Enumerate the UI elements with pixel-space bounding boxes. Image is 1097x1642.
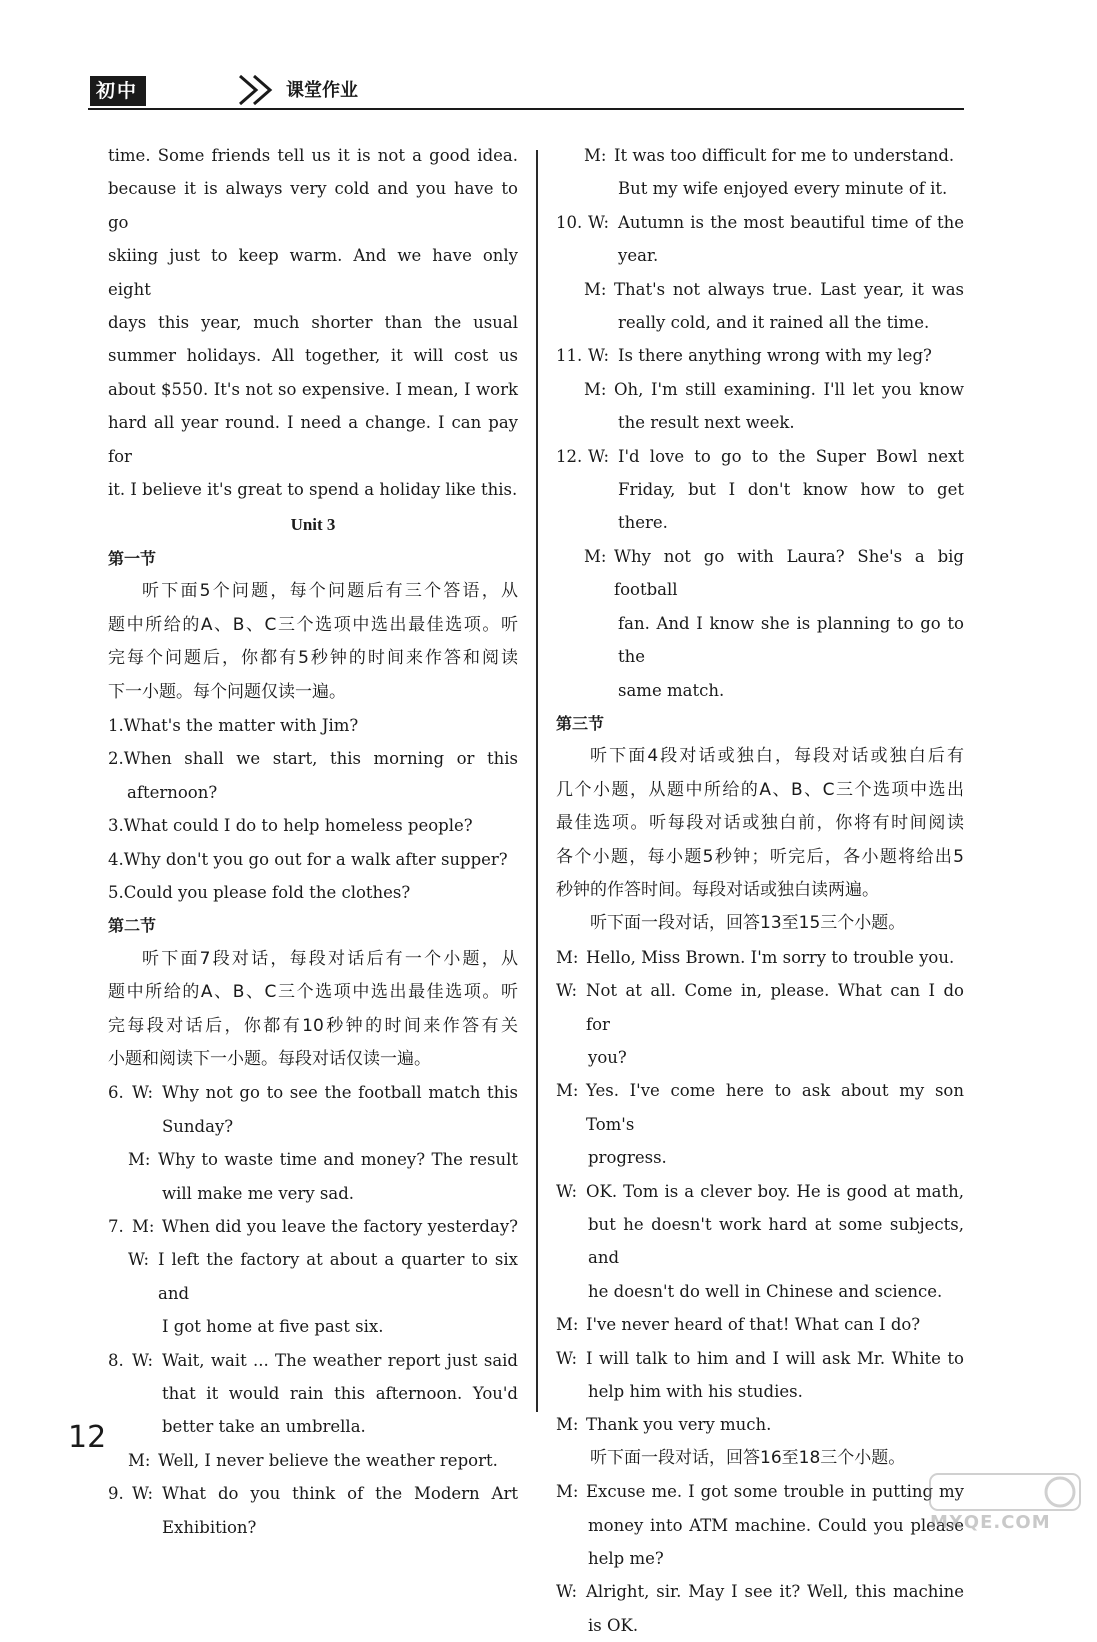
watermark-logo-icon bbox=[928, 1470, 1088, 1514]
section-2-title: 第二节 bbox=[108, 916, 157, 936]
left-column bbox=[108, 139, 518, 1544]
section-2-instructions: 听下面7段对话，每段对话后有一个小题，从 题中所给的A、B、C三个选项中选出最佳选项。听 完每段对话后，你都有10秒钟的时间来作答有关 小题和阅读下一小题。每段对话仅读一遍。 bbox=[108, 948, 518, 1069]
watermark-text: MXQE.COM bbox=[930, 1512, 1051, 1533]
intro-paragraph bbox=[108, 139, 518, 506]
text-line: about $550. It's not so expensive. I mean, I work bbox=[108, 379, 518, 399]
page-number: 12 bbox=[68, 1420, 107, 1455]
watermark-logo bbox=[928, 1470, 1088, 1534]
text-line: summer holidays. All together, it will cost us bbox=[108, 346, 518, 366]
section-3-instructions: 听下面4段对话或独白，每段对话或独白后有 几个小题，从题中所给的A、B、C三个选项中选出 最佳选项。听每段对话或独白前，你将有时间阅读 各个小题，每小题5秒钟；听完后，各小题将给出5 秒钟的作答时间。每段对话或独白读两遍。 听下面一段对话，回答13至15三个小题。 bbox=[556, 740, 964, 940]
question-4: 4.Why don't you go out for a walk after supper? bbox=[108, 849, 508, 869]
right-column bbox=[556, 139, 964, 1642]
conversation-2: M: Excuse me. I got some trouble in putting my money into ATM machine. Could you please help me? W: Alright, sir. May I see it? Well, this machine is OK. bbox=[556, 1482, 964, 1635]
text-line: because it is always very cold and you have to go bbox=[108, 179, 518, 232]
conversation-1-prompt: 听下面一段对话，回答13至15三个小题。 bbox=[590, 913, 906, 934]
text-line: hard all year round. I need a change. I can pay for bbox=[108, 413, 518, 466]
question-1: 1.What's the matter with Jim? bbox=[108, 715, 359, 735]
question-5: 5.Could you please fold the clothes? bbox=[108, 882, 411, 902]
text-line: it. I believe it's great to spend a holiday like this. bbox=[108, 480, 518, 500]
text-line: days this year, much shorter than the usual bbox=[108, 313, 518, 333]
dialogue-7: 7. M: When did you leave the factory yesterday? W: I left the factory at about a quarter to six and I got home at five past six. bbox=[108, 1217, 518, 1337]
conversation-2-prompt: 听下面一段对话，回答16至18三个小题。 bbox=[590, 1447, 906, 1468]
section-1-title: 第一节 bbox=[108, 548, 157, 568]
section-3-title: 第三节 bbox=[556, 713, 605, 733]
dialogue-6: 6. W: Why not go to see the football match this Sunday? M: Why to waste time and money? The result will make me very sad. bbox=[108, 1083, 518, 1203]
level-badge: 初中 bbox=[90, 76, 146, 106]
dialogue-8: 8. W: Wait, wait ... The weather report just said that it would rain this afternoon. You'd better take an umbrella. M: Well, I never believe the weather report. bbox=[108, 1350, 518, 1470]
text-line: skiing just to keep warm. And we have only eight bbox=[108, 246, 518, 299]
question-3: 3.What could I do to help homeless people? bbox=[108, 816, 473, 836]
page-header bbox=[88, 74, 964, 110]
double-chevron-icon bbox=[236, 74, 280, 106]
dialogue-9-reply: M: It was too difficult for me to understand. But my wife enjoyed every minute of it. bbox=[584, 146, 955, 199]
question-2-cont: afternoon? bbox=[127, 782, 218, 802]
dialogue-11: 11. W: Is there anything wrong with my leg? M: Oh, I'm still examining. I'll let you know the result next week. bbox=[556, 346, 964, 433]
conversation-1: M: Hello, Miss Brown. I'm sorry to trouble you. W: Not at all. Come in, please. What can I do for you? M: Yes. I've come here to ask about my son Tom's progress. W: OK. Tom is a clever boy. He is good at math, but he doesn't work hard at some subjects, and he doesn't do well in Chinese and science. M: I've never heard of that! What can I do? W: I will talk to him and I will ask Mr. White to help him with his studies. M: Thank you very much. bbox=[556, 947, 964, 1435]
unit-heading: Unit 3 bbox=[290, 515, 336, 535]
text-line: time. Some friends tell us it is not a good idea. bbox=[108, 146, 518, 165]
dialogue-12: 12. W: I'd love to go to the Super Bowl next Friday, but I don't know how to get there. M: Why not go with Laura? She's a big football fan. And I know she is planning to go to the same match. bbox=[556, 446, 964, 700]
dialogue-10: 10. W: Autumn is the most beautiful time of the year. M: That's not always true. Last year, it was really cold, and it rained all the time. bbox=[556, 212, 964, 333]
section-1-instructions: 听下面5个问题，每个问题后有三个答语，从 题中所给的A、B、C三个选项中选出最佳选项。听 完每个问题后，你都有5秒钟的时间来作答和阅读 下一小题。每个问题仅读一遍。 bbox=[108, 581, 518, 702]
dialogue-9: 9. W: What do you think of the Modern Art Exhibition? bbox=[108, 1484, 518, 1537]
question-2: 2.When shall we start, this morning or this bbox=[108, 749, 518, 769]
book-title: 课堂作业 bbox=[286, 80, 358, 101]
column-divider bbox=[536, 150, 538, 1412]
